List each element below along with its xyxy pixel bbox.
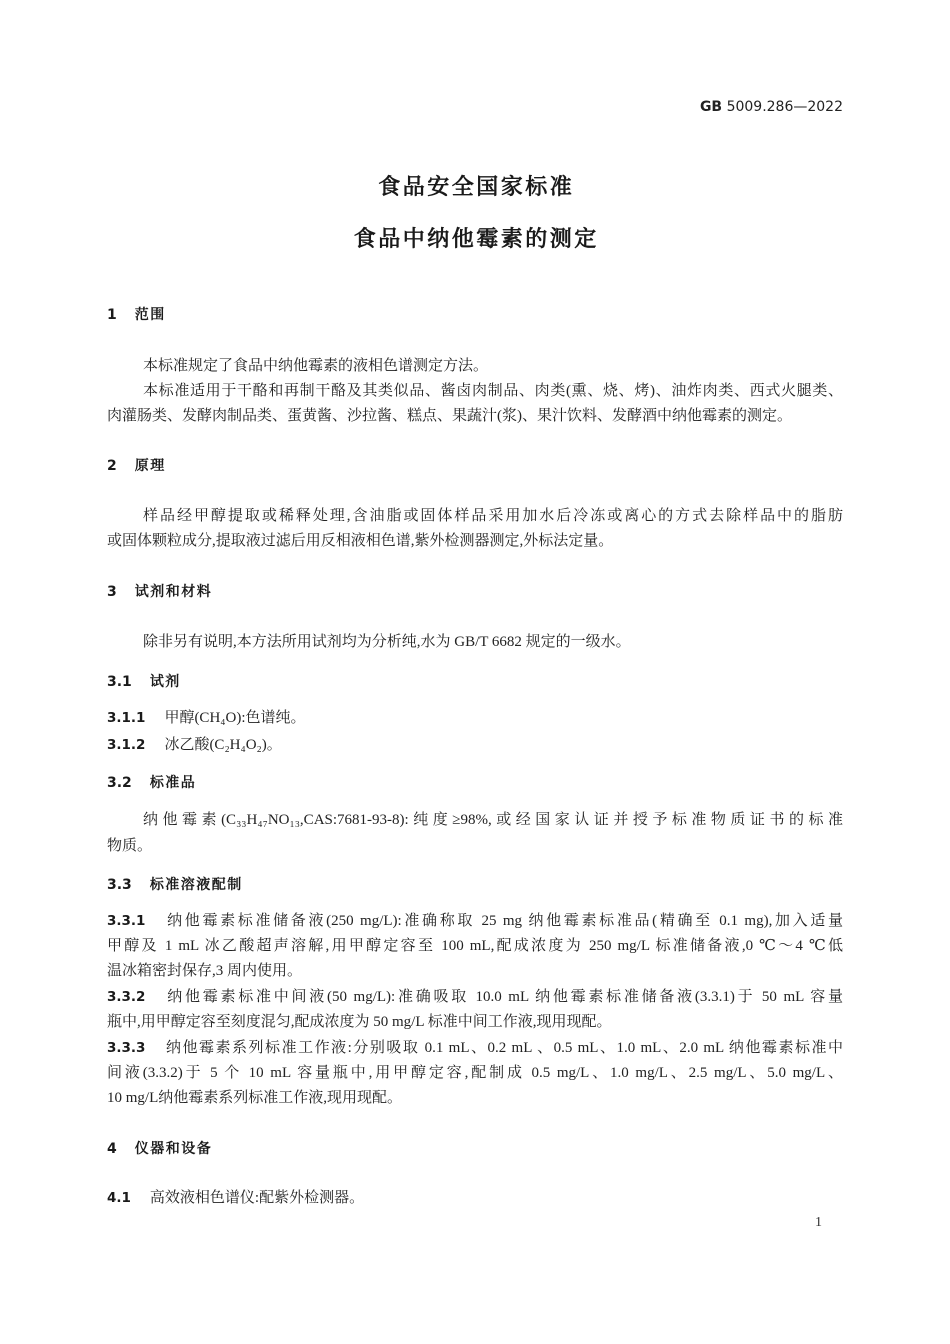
section-heading-scope (107, 303, 166, 328)
section-heading-principle (107, 454, 166, 479)
clause-text: 纳他霉素标准中间液(50 mg/L):准确吸取 10.0 mL 纳他霉素标准储备液(3.3.1)于 50 mL 容量 (164, 989, 843, 1005)
clause-text-line: 甲醇及 1 mL 冰乙酸超声溶解,用甲醇定容至 100 mL,配成浓度为 250 mg/L 标准储备液,0 ℃～4 ℃低 (107, 938, 843, 954)
clause-3-3-2 (107, 985, 843, 1010)
clause-number: 3.3.2 (107, 989, 146, 1005)
clause-4-1 (107, 1186, 843, 1211)
section-number: 3.3 (107, 877, 132, 893)
clause-text: 甲醇(CH₄O):色谱纯。 (164, 710, 306, 726)
clause-3-3-1 (107, 909, 843, 934)
subsection-heading-solutions (107, 873, 243, 898)
section-heading-instruments (107, 1137, 212, 1162)
page-number: 1 (815, 1215, 822, 1230)
section-title: 标准品 (149, 775, 197, 791)
principle-text-line: 或固体颗粒成分,提取液过滤后用反相液相色谱,紫外检测器测定,外标法定量。 (107, 533, 614, 549)
clause-number: 3.1.1 (107, 710, 146, 726)
standard-code-prefix: GB (699, 99, 723, 115)
scope-text-line: 本标准规定了食品中纳他霉素的液相色谱测定方法。 (143, 358, 489, 374)
clause-text-line: 瓶中,用甲醇定容至刻度混匀,配成浓度为 50 mg/L 标准中间工作液,现用现配。 (107, 1014, 612, 1030)
clause-text: 冰乙酸(C₂H₄O₂)。 (164, 737, 282, 753)
section-heading-reagents (107, 580, 212, 605)
scope-text-line: 本标准适用于干酪和再制干酪及其类似品、酱卤肉制品、肉类(熏、烧、烤)、油炸肉类、西式火腿类、 (143, 383, 843, 399)
clause-3-1-2 (107, 733, 843, 758)
clause-text: 高效液相色谱仪:配紫外检测器。 (149, 1190, 365, 1206)
standard-code (700, 95, 843, 120)
section-title: 标准溶液配制 (149, 877, 243, 893)
clause-3-3-3 (107, 1036, 843, 1061)
section-number: 2 (107, 458, 117, 474)
standard-code-number: 5009.286—2022 (726, 99, 843, 115)
section-title: 试剂和材料 (134, 584, 213, 600)
document-title: 食品安全国家标准 (378, 175, 575, 200)
section-number: 3.2 (107, 775, 132, 791)
section-title: 试剂 (149, 674, 181, 690)
standard-text-line: 纳他霉素(C₃₃H₄₇NO₁₃,CAS:7681-93-8):纯度≥98%,或经国家认证并授予标准物质证书的标准 (143, 812, 843, 828)
principle-text-line: 样品经甲醇提取或稀释处理,含油脂或固体样品采用加水后冷冻或离心的方式去除样品中的脂肪 (143, 508, 843, 524)
subsection-heading-standard (107, 771, 196, 796)
section-title: 原理 (134, 458, 166, 474)
document-subtitle: 食品中纳他霉素的测定 (353, 227, 599, 252)
reagents-text-line: 除非另有说明,本方法所用试剂均为分析纯,水为 GB/T 6682 规定的一级水。 (143, 634, 631, 650)
clause-text: 纳他霉素标准储备液(250 mg/L):准确称取 25 mg 纳他霉素标准品(精确至 0.1 mg),加入适量 (164, 913, 843, 929)
clause-text-line: 间液(3.3.2)于 5 个 10 mL 容量瓶中,用甲醇定容,配制成 0.5 mg/L、1.0 mg/L、2.5 mg/L、5.0 mg/L、 (107, 1065, 843, 1081)
scope-text-line: 肉灌肠类、发酵肉制品类、蛋黄酱、沙拉酱、糕点、果蔬汁(浆)、果汁饮料、发酵酒中纳他霉素的测定。 (107, 408, 792, 424)
clause-number: 3.1.2 (107, 737, 146, 753)
section-title: 范围 (134, 307, 166, 323)
standard-text-line: 物质。 (107, 838, 153, 854)
clause-text-line: 10 mg/L纳他霉素系列标准工作液,现用现配。 (107, 1090, 402, 1106)
section-number: 3 (107, 584, 117, 600)
clause-number: 4.1 (107, 1190, 131, 1206)
clause-number: 3.3.3 (107, 1040, 146, 1056)
subsection-heading-reagents (107, 670, 181, 695)
section-number: 3.1 (107, 674, 132, 690)
section-title: 仪器和设备 (134, 1141, 213, 1157)
clause-3-1-1 (107, 706, 843, 731)
section-number: 1 (107, 307, 117, 323)
section-number: 4 (107, 1141, 117, 1157)
clause-number: 3.3.1 (107, 913, 146, 929)
clause-text-line: 温冰箱密封保存,3 周内使用。 (107, 963, 303, 979)
clause-text: 纳他霉素系列标准工作液:分别吸取 0.1 mL、0.2 mL 、0.5 mL、1.0 mL、2.0 mL 纳他霉素标准中 (164, 1040, 843, 1056)
